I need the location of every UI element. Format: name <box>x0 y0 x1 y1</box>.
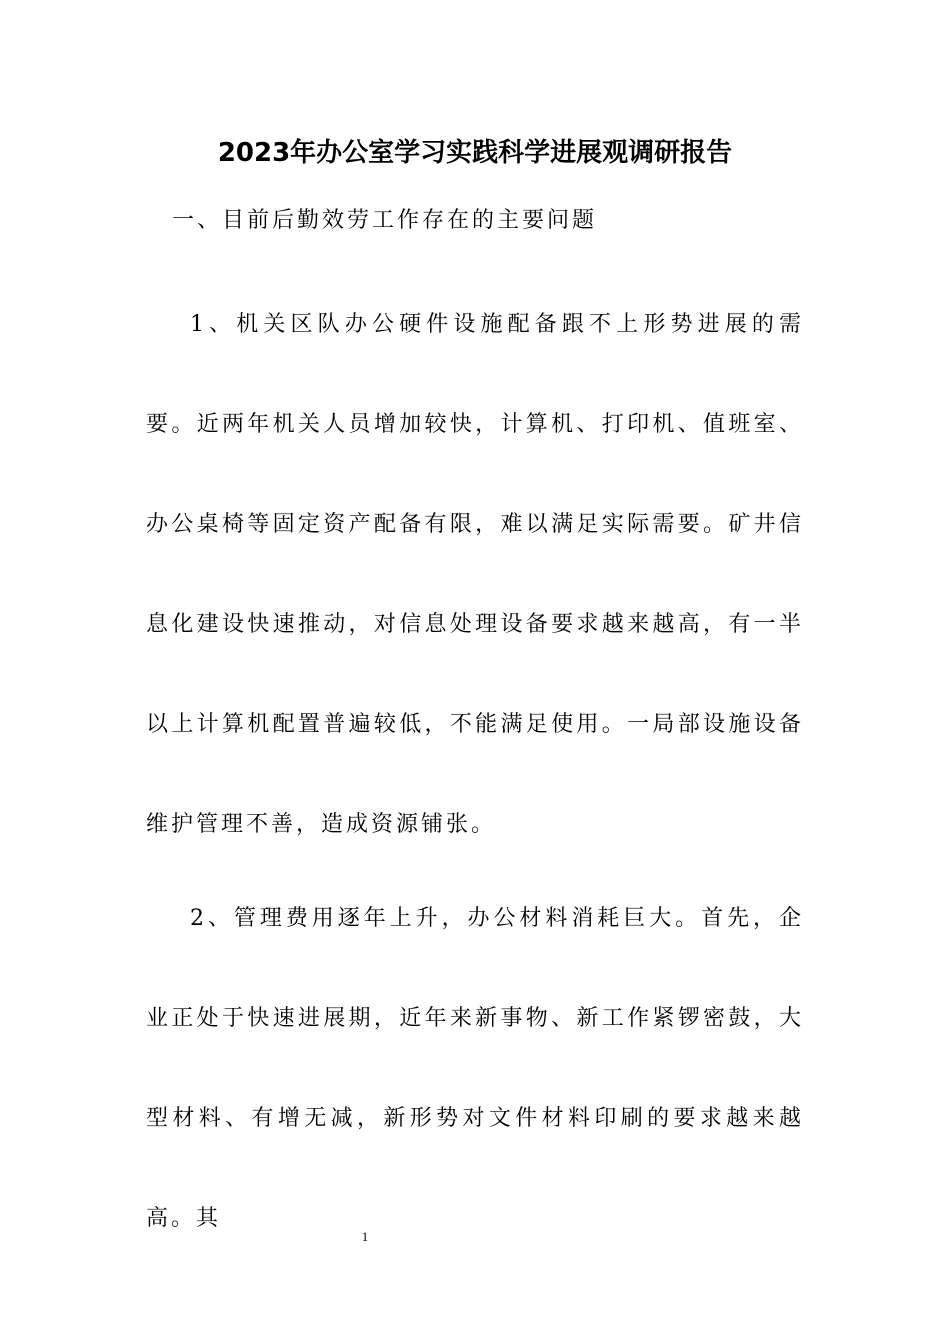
page-number: 1 <box>361 1229 369 1244</box>
document-title: 2023年办公室学习实践科学进展观调研报告 <box>217 138 733 168</box>
section-heading: 一、目前后勤效劳工作存在的主要问题 <box>172 208 598 233</box>
paragraph-1: 1、机关区队办公硬件设施配备跟不上形势进展的需要。近两年机关人员增加较快，计算机、打印机、值班室、办公桌椅等固定资产配备有限，难以满足实际需要。矿井信息化建设快速推动，对信息处理设备要求越来越高，有一半以上计算机配置普遍较低，不能满足使用。一局部设施设备维护管理不善，造成资源铺张。 <box>146 312 804 837</box>
paragraph-2: 2、管理费用逐年上升，办公材料消耗巨大。首先，企业正处于快速进展期，近年来新事物、新工作紧锣密鼓，大型材料、有增无减，新形势对文件材料印刷的要求越来越高。其 <box>146 906 804 1231</box>
